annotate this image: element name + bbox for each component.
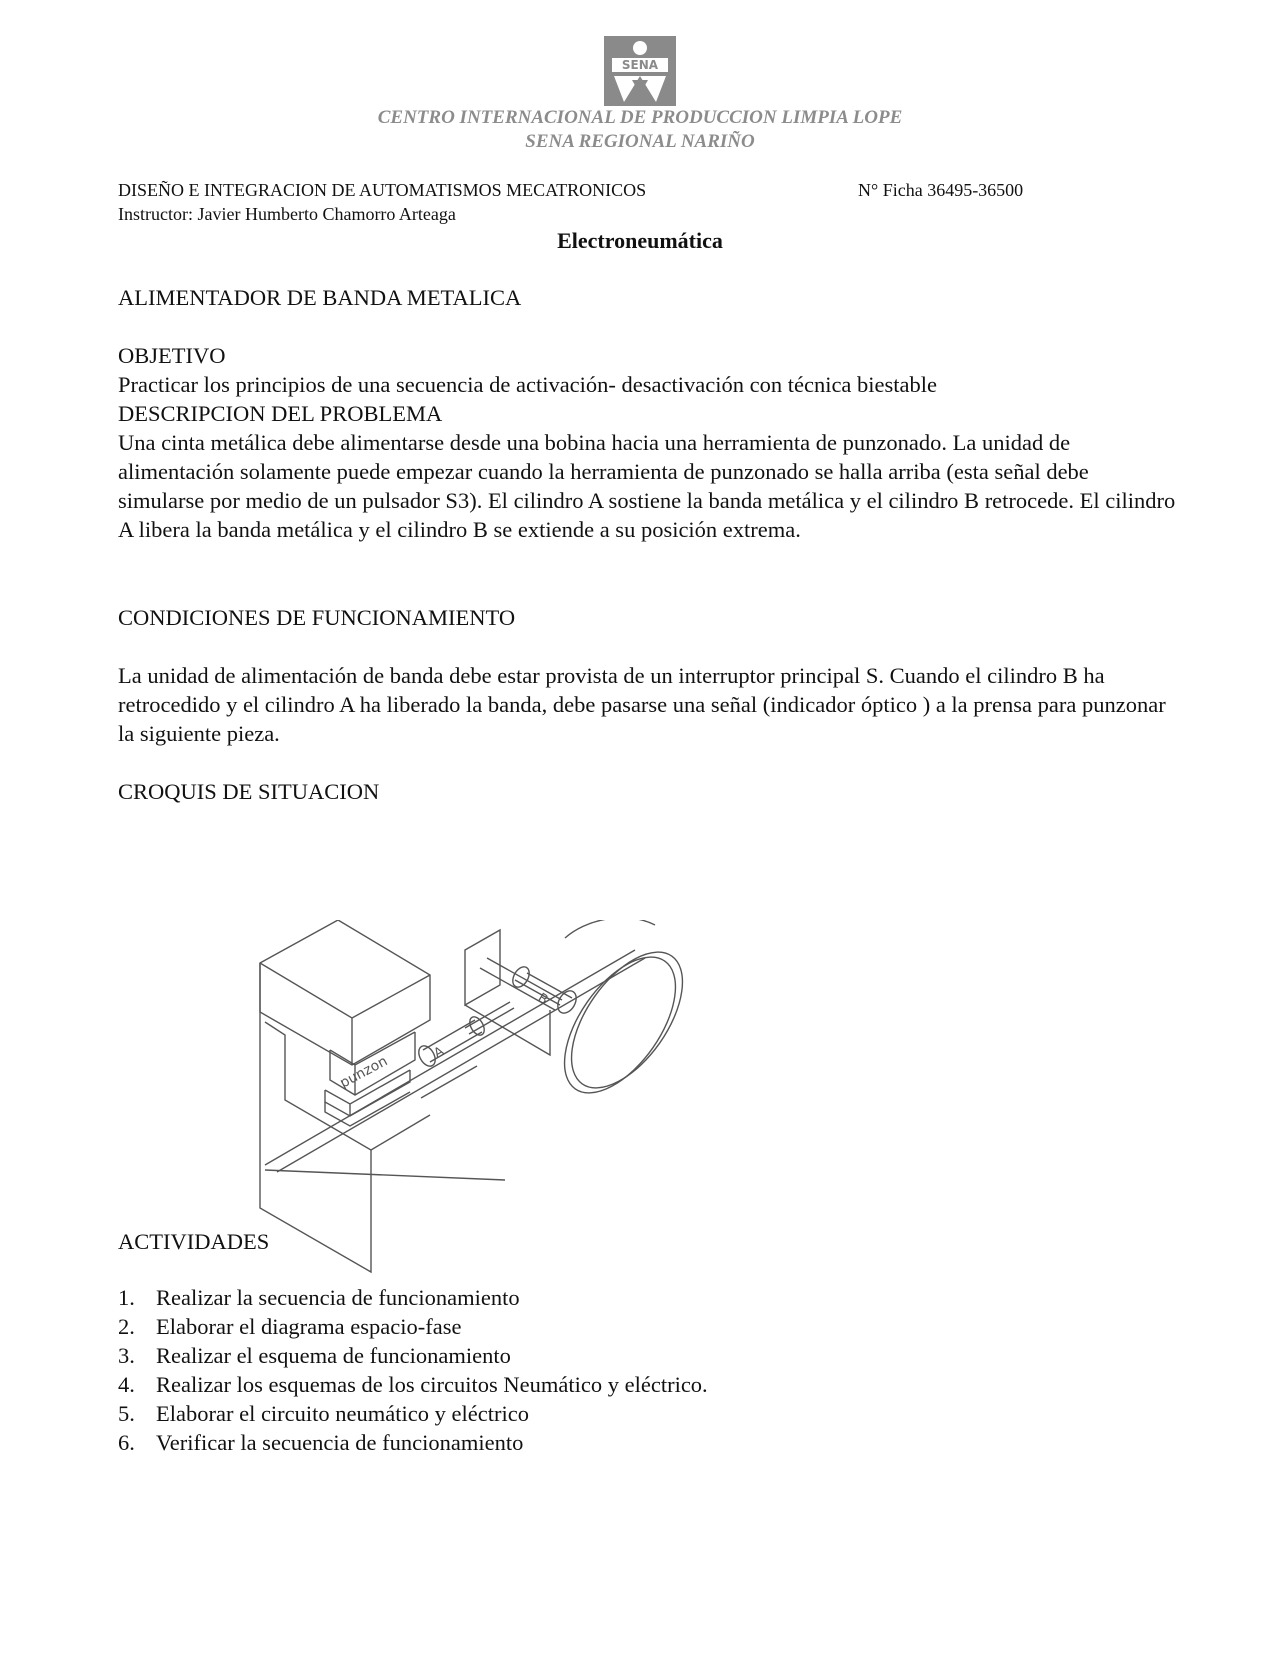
page-title: Electroneumática <box>557 228 723 253</box>
instructor-name: Instructor: Javier Humberto Chamorro Arteaga <box>118 204 456 224</box>
descripcion-heading: DESCRIPCION DEL PROBLEMA <box>118 401 443 426</box>
feeder-sketch <box>225 920 745 1280</box>
list-item: 2. Elaborar el diagrama espacio-fase <box>118 1314 462 1339</box>
svg-text:punzon: punzon <box>337 1053 391 1092</box>
support-plate <box>465 930 500 1005</box>
list-item: 3. Realizar el esquema de funcionamiento <box>118 1343 511 1368</box>
institution-name: CENTRO INTERNACIONAL DE PRODUCCION LIMPIA LOPE <box>377 107 903 128</box>
actividades-heading: ACTIVIDADES <box>118 1229 270 1254</box>
ficha-number: N° Ficha 36495-36500 <box>858 180 1024 200</box>
list-item: 4. Realizar los esquemas de los circuitos Neumático y eléctrico. <box>118 1372 708 1397</box>
program-name: DISEÑO E INTEGRACION DE AUTOMATISMOS MECATRONICOS <box>118 180 647 200</box>
press-frame <box>260 963 371 1272</box>
svg-text:SENA: SENA <box>621 58 659 72</box>
croquis-heading: CROQUIS DE SITUACION <box>118 779 380 804</box>
regional-name: SENA REGIONAL NARIÑO <box>525 131 755 152</box>
objetivo-text: Practicar los principios de una secuencia de activación- desactivación con técnica biestable <box>118 372 938 397</box>
condiciones-heading: CONDICIONES DE FUNCIONAMIENTO <box>118 605 516 630</box>
svg-text:A: A <box>431 1044 447 1062</box>
sena-logo-icon <box>604 36 676 106</box>
condiciones-text: La unidad de alimentación de banda debe estar provista de un interruptor principal S. Cuando el cilindro B ha retrocedido y el cilindro A ha liberado la banda, debe pasarse una señal (indicador óptico ) a la prensa para punzonar la siguiente pieza. <box>118 663 1166 746</box>
sena-logo <box>604 36 676 106</box>
list-item: 5. Elaborar el circuito neumático y eléctrico <box>118 1401 529 1426</box>
list-item: 6. Verificar la secuencia de funcionamiento <box>118 1430 524 1455</box>
metal-band <box>265 950 645 1172</box>
activities-list <box>118 1283 1018 1457</box>
objetivo-heading: OBJETIVO <box>118 343 226 368</box>
svg-text:B: B <box>534 990 551 1009</box>
reel <box>542 938 697 1112</box>
list-item: 1. Realizar la secuencia de funcionamiento <box>118 1285 520 1310</box>
main-heading: ALIMENTADOR DE BANDA METALICA <box>118 285 522 310</box>
descripcion-text: Una cinta metálica debe alimentarse desde una bobina hacia una herramienta de punzonado. La unidad de alimentación solamente puede empezar cuando la herramienta de punzonado se halla arriba (esta señal debe simularse por medio de un pulsador S3). El cilindro A sostiene la banda metálica y el cilindro B retrocede. El cilindro A libera la banda metálica y el cilindro B se extiende a su posición extrema. <box>118 430 1176 542</box>
